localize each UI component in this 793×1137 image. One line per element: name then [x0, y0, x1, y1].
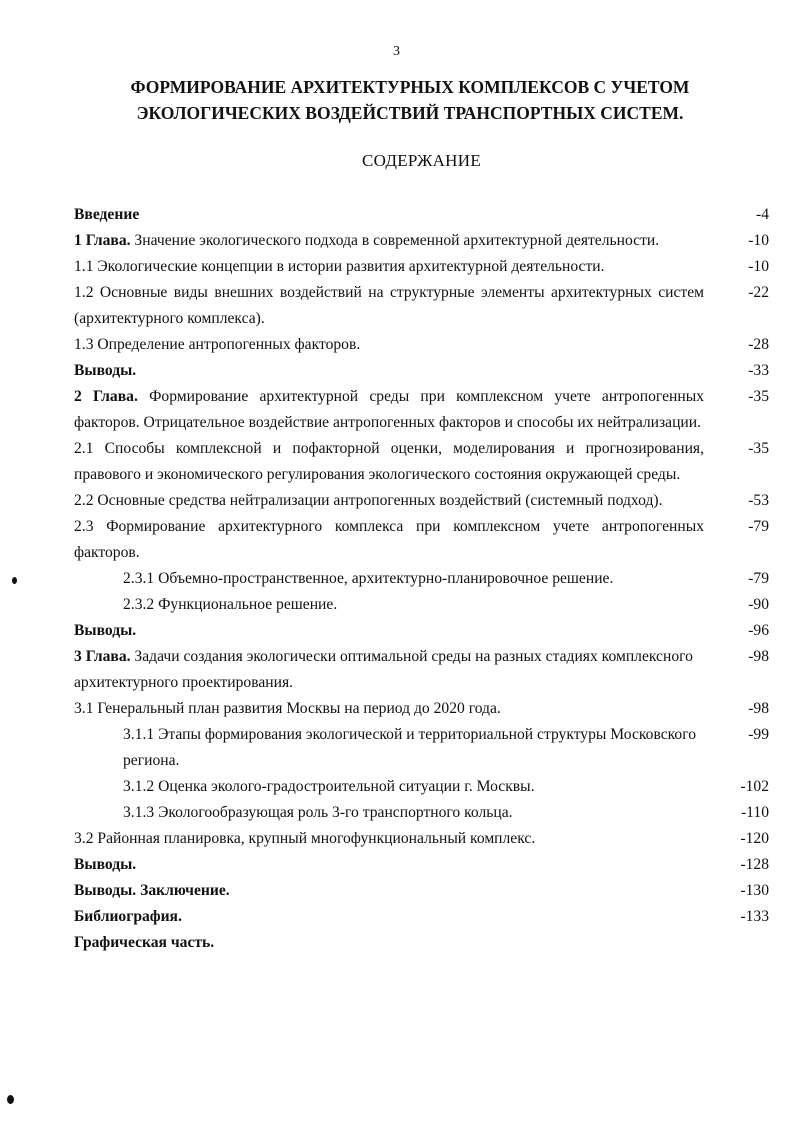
- toc-page-number: -120: [740, 830, 769, 847]
- toc-entry-2-3: 2.3 Формирование архитектурного комплекса при комплексном учете антропогенных факторов. -79: [74, 514, 769, 566]
- toc-entry-3-1: 3.1 Генеральный план развития Москвы на период до 2020 года. -98: [74, 696, 769, 722]
- toc-page-number: -133: [740, 908, 769, 925]
- toc-page-number: -10: [748, 258, 769, 275]
- toc-page-number: -22: [748, 284, 769, 301]
- toc-page-number: -79: [748, 570, 769, 587]
- toc-page-number: -35: [748, 388, 769, 405]
- toc-page-number: -130: [740, 882, 769, 899]
- toc-page-number: -4: [756, 206, 769, 223]
- toc-entry-introduction: Введение -4: [74, 202, 769, 228]
- toc-entry-3-2: 3.2 Районная планировка, крупный многофункциональный комплекс. -120: [74, 826, 769, 852]
- toc-entry-3-1-2: 3.1.2 Оценка эколого-градостроительной ситуации г. Москвы. -102: [74, 774, 769, 800]
- toc-page-number: -98: [748, 648, 769, 665]
- toc-page-number: -98: [748, 700, 769, 717]
- toc-page-number: -102: [740, 778, 769, 795]
- toc-page-number: -128: [740, 856, 769, 873]
- toc-entry-chapter-2: 2 Глава. Формирование архитектурной среды при комплексном учете антропогенных факторов. Отрицательное воздействие антропогенных факторов и способы их нейтрализации. -35: [74, 384, 769, 436]
- toc-entry-chapter-3: 3 Глава. Задачи создания экологически оптимальной среды на разных стадиях комплексного архитектурного проектирования. -98: [74, 644, 769, 696]
- toc-page-number: -53: [748, 492, 769, 509]
- toc-entry-2-3-1: 2.3.1 Объемно-пространственное, архитектурно-планировочное решение. -79: [74, 566, 769, 592]
- toc-page-number: -99: [748, 726, 769, 743]
- toc-page-number: -10: [748, 232, 769, 249]
- toc-entry-2-2: 2.2 Основные средства нейтрализации антропогенных воздействий (системный подход). -53: [74, 488, 769, 514]
- toc-entry-3-1-3: 3.1.3 Экологообразующая роль 3-го транспортного кольца. -110: [74, 800, 769, 826]
- toc-page-number: -35: [748, 440, 769, 457]
- toc-entry-final-conclusion: Выводы. Заключение. -130: [74, 878, 769, 904]
- page-number: 3: [393, 44, 400, 59]
- toc-entry-conclusions-3: Выводы. -128: [74, 852, 769, 878]
- toc-entry-graphics: Графическая часть.: [74, 934, 215, 951]
- toc-entry-3-1-1: 3.1.1 Этапы формирования экологической и территориальной структуры Московского региона. -99: [74, 722, 769, 774]
- scan-speck-upper: [12, 577, 17, 584]
- toc-entry-bibliography: Библиография. -133: [74, 904, 769, 930]
- toc-entry-1-2: 1.2 Основные виды внешних воздействий на структурные элементы архитектурных систем (архитектурного комплекса). -22: [74, 280, 769, 332]
- toc-entry-chapter-1: 1 Глава. Значение экологического подхода в современной архитектурной деятельности. -10: [74, 228, 769, 254]
- toc-entry-2-1: 2.1 Способы комплексной и пофакторной оценки, моделирования и прогнозирования, правового и экономического регулирования экологического состояния окружающей среды. -35: [74, 436, 769, 488]
- title-line-2: ЭКОЛОГИЧЕСКИХ ВОЗДЕЙСТВИЙ ТРАНСПОРТНЫХ СИСТЕМ.: [136, 103, 684, 123]
- toc-page-number: -110: [740, 804, 769, 821]
- toc-entry-1-1: 1.1 Экологические концепции в истории развития архитектурной деятельности. -10: [74, 254, 769, 280]
- title-line-1: ФОРМИРОВАНИЕ АРХИТЕКТУРНЫХ КОМПЛЕКСОВ С УЧЕТОМ: [130, 77, 690, 97]
- document-title: [60, 74, 760, 126]
- toc-entry-conclusions-1: Выводы. -33: [74, 358, 769, 384]
- toc-page-number: -28: [748, 336, 769, 353]
- toc-entry-conclusions-2: Выводы. -96: [74, 618, 769, 644]
- toc-entry-1-3: 1.3 Определение антропогенных факторов. -28: [74, 332, 769, 358]
- toc-page-number: -90: [748, 596, 769, 613]
- scan-speck-lower: [7, 1095, 14, 1104]
- table-of-contents: [74, 202, 769, 956]
- toc-entry-2-3-2: 2.3.2 Функциональное решение. -90: [74, 592, 769, 618]
- toc-page-number: -79: [748, 518, 769, 535]
- toc-page-number: -33: [748, 362, 769, 379]
- toc-heading: СОДЕРЖАНИЕ: [361, 151, 482, 170]
- toc-page-number: -96: [748, 622, 769, 639]
